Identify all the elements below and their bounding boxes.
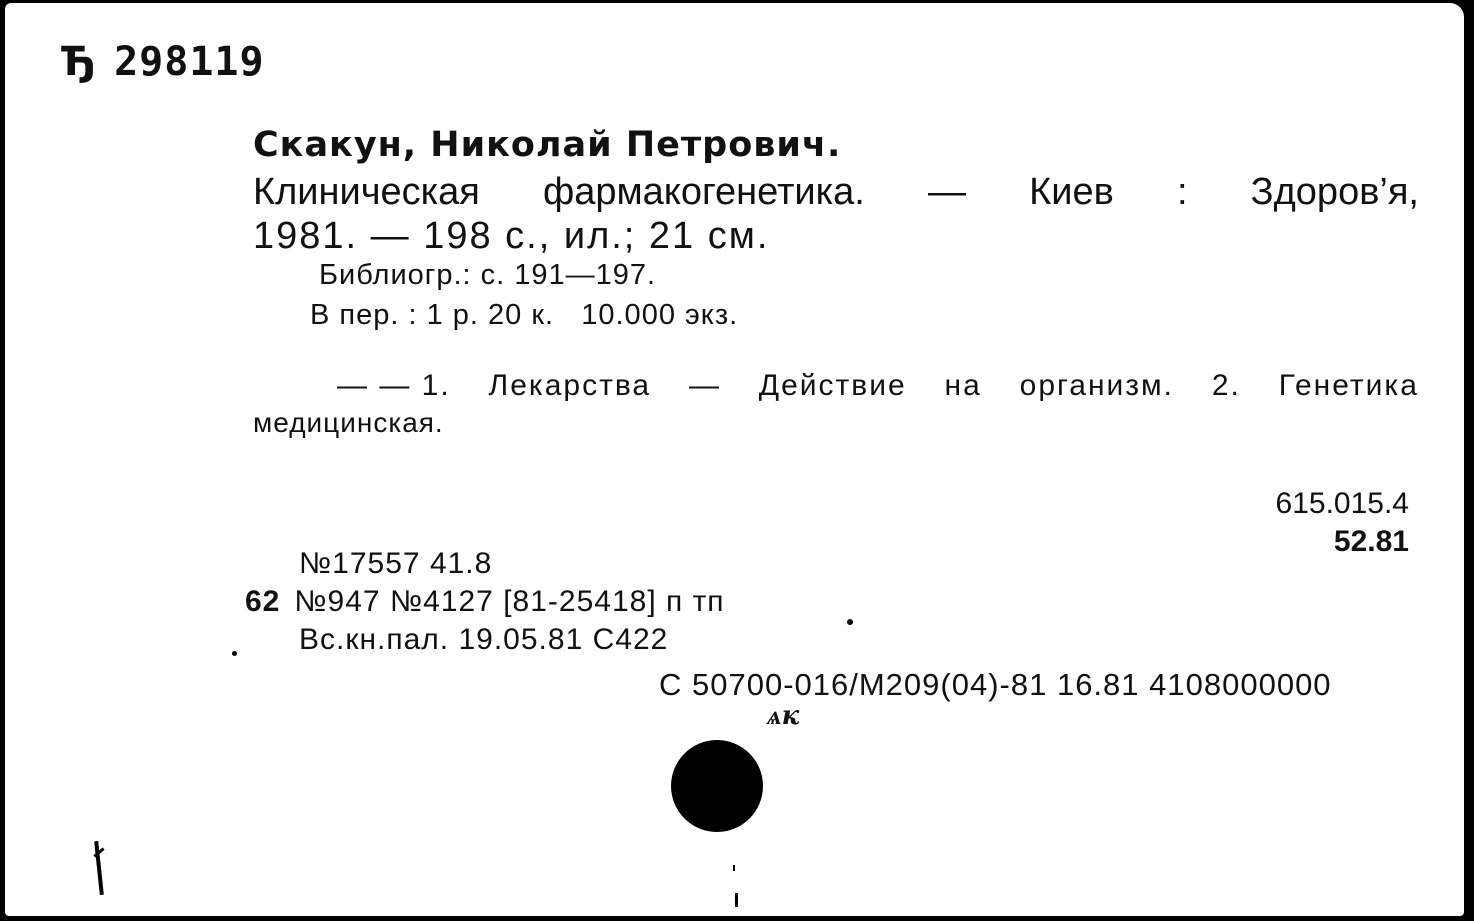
subject-word: Лекарства <box>488 369 652 402</box>
margin-mark <box>733 865 735 871</box>
title-word: Клиническая <box>253 171 480 213</box>
udc-classification: 615.015.4 <box>1275 487 1409 520</box>
price-line: В пер. : 1 р. 20 к. 10.000 экз. <box>310 299 739 331</box>
card-prefix: Ђ <box>61 39 99 85</box>
card-number <box>61 39 265 85</box>
tech-line-numbers <box>245 585 725 619</box>
subjects-line-continuation: медицинская. <box>253 407 444 438</box>
title-word: фармакогенетика. <box>543 171 865 213</box>
tech-line-prefix: 62 <box>245 585 281 618</box>
tech-line-chamber: Вс.кн.пал. 19.05.81 С422 <box>299 623 669 656</box>
tech-line-index: С 50700-016/М209(04)-81 16.81 4108000000 <box>659 667 1332 702</box>
bibliography-note: Библиогр.: с. 191—197. <box>319 259 657 291</box>
subject-word: 2. <box>1211 369 1241 402</box>
bbk-classification: 52.81 <box>1333 525 1409 558</box>
subjects-line <box>253 369 1419 403</box>
catalog-card <box>5 3 1464 916</box>
card-number-value: 298119 <box>114 39 265 85</box>
author-heading: Скакун, Николай Петрович. <box>253 125 842 165</box>
margin-mark <box>735 893 738 907</box>
title-word: Киев <box>1029 171 1114 213</box>
tech-line-numbers-text: №947 №4127 [81-25418] п тп <box>294 585 725 618</box>
ink-speck <box>847 619 853 625</box>
subject-word: организм. <box>1019 369 1175 402</box>
title-word: Здоров’я, <box>1250 171 1419 213</box>
title-word: : <box>1176 171 1188 213</box>
title-word: — <box>927 171 966 213</box>
subject-word: — — 1. <box>337 369 451 402</box>
subject-word: Действие <box>758 369 907 402</box>
subject-word: на <box>944 369 982 402</box>
imprint-line: 1981. — 198 с., ил.; 21 см. <box>253 215 770 257</box>
subject-word: Генетика <box>1278 369 1419 402</box>
title-line <box>253 171 1419 214</box>
subject-word: — <box>688 369 721 402</box>
ink-speck <box>232 651 237 656</box>
punch-hole <box>671 740 763 832</box>
tech-line-order: №17557 41.8 <box>299 547 493 580</box>
handwritten-mark: ѧк <box>767 701 800 731</box>
